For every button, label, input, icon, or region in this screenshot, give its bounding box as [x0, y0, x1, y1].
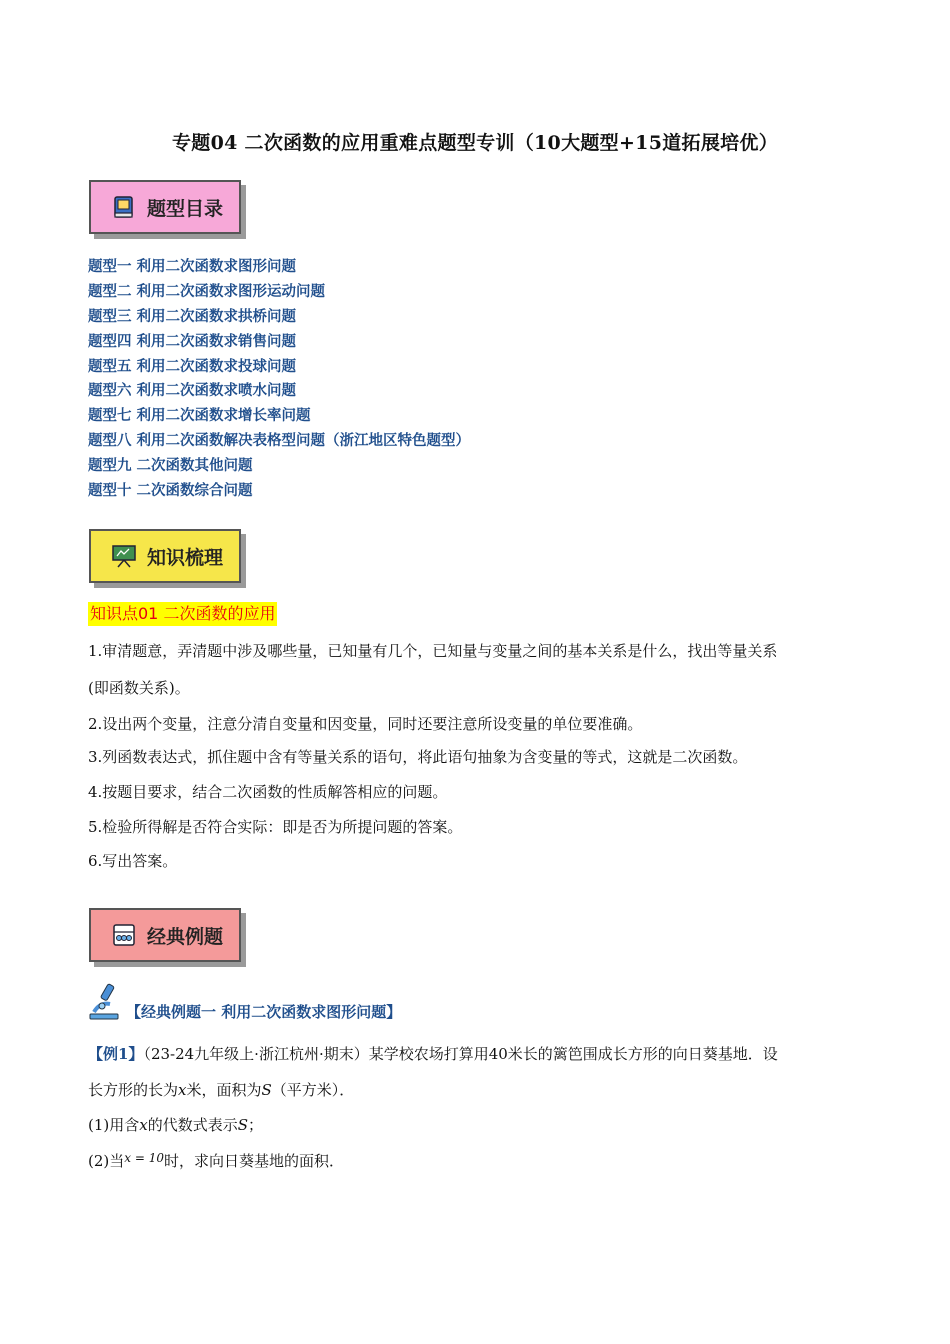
toc-item[interactable]: 题型一 利用二次函数求图形问题	[88, 259, 297, 275]
toc-item[interactable]: 题型七 利用二次函数求增长率问题	[88, 408, 311, 425]
example-text: （平方米）．	[271, 1081, 355, 1099]
step-3: 3.列函数表达式，抓住题中含有等量关系的语句，将此语句抽象为含变量的等式，这就是二次函数。	[88, 748, 748, 766]
toc-item[interactable]: 题型二 利用二次函数求图形运动问题	[88, 283, 326, 300]
equation: x = 10	[124, 1151, 164, 1165]
variable-x: x	[178, 1081, 187, 1099]
step-2: 2.设出两个变量，注意分清自变量和因变量，同时还要注意所设变量的单位要准确。	[88, 715, 643, 733]
example-1-question-2	[88, 1150, 344, 1171]
variable-x: x	[139, 1116, 148, 1134]
variable-s: S	[261, 1081, 272, 1099]
book-icon	[111, 194, 137, 220]
example-section-header	[86, 982, 401, 1022]
toc-item[interactable]: 题型六 利用二次函数求喷水问题	[88, 383, 297, 400]
toc-item[interactable]: 题型三 利用二次函数求拱桥问题	[88, 308, 297, 325]
toc-item[interactable]: 题型五 利用二次函数求投球问题	[88, 358, 297, 375]
example-section-title: 【经典例题一 利用二次函数求图形问题】	[126, 1003, 402, 1021]
examples-badge	[89, 908, 241, 962]
chalkboard-icon	[111, 543, 137, 569]
toc-item[interactable]: 题型八 利用二次函数解决表格型问题（浙江地区特色题型）	[88, 433, 471, 450]
example-1-line-2	[88, 1079, 354, 1100]
example-text: 米，面积为	[186, 1081, 262, 1099]
example-text: 长方形的长为	[88, 1081, 179, 1099]
question-text: 时，求向日葵基地的面积．	[163, 1152, 344, 1170]
example-1-line-1	[88, 1043, 778, 1064]
example-1-question-1	[88, 1114, 263, 1135]
step-5: 5.检验所得解是否符合实际：即是否为所提问题的答案。	[88, 818, 463, 836]
step-1-cont: (即函数关系)。	[88, 679, 190, 697]
toc-item[interactable]: 题型四 利用二次函数求销售问题	[88, 333, 297, 350]
step-1: 1.审清题意，弄清题中涉及哪些量，已知量有几个，已知量与变量之间的基本关系是什么，找出等量关系	[88, 642, 778, 660]
toc-badge	[89, 180, 241, 234]
step-6: 6.写出答案。	[88, 852, 178, 870]
question-text: ；	[248, 1116, 264, 1134]
question-text: 的代数式表示	[147, 1116, 238, 1134]
toc-list	[88, 255, 470, 504]
question-text: (1)用含	[88, 1116, 140, 1134]
knowledge-badge	[89, 529, 241, 583]
microscope-icon	[86, 982, 124, 1022]
abacus-icon	[111, 922, 137, 948]
page-title: 专题04 二次函数的应用重难点题型专训（10大题型+15道拓展培优）	[171, 132, 779, 154]
toc-item[interactable]: 题型九 二次函数其他问题	[88, 458, 253, 475]
knowledge-point-heading: 知识点01 二次函数的应用	[88, 602, 277, 626]
toc-item[interactable]: 题型十 二次函数综合问题	[88, 483, 253, 500]
variable-s: S	[237, 1116, 249, 1134]
knowledge-badge-label: 知识梳理	[147, 546, 224, 569]
example-1-intro: （23-24九年级上·浙江杭州·期末）某学校农场打算用40米长的篱笆围成长方形的向日葵基地．设	[143, 1045, 778, 1063]
step-4: 4.按题目要求，结合二次函数的性质解答相应的问题。	[88, 783, 448, 801]
question-text: (2)当	[88, 1152, 125, 1170]
examples-badge-label: 经典例题	[147, 925, 224, 948]
toc-badge-label: 题型目录	[147, 197, 224, 220]
example-tag: 【例1】	[88, 1045, 144, 1063]
